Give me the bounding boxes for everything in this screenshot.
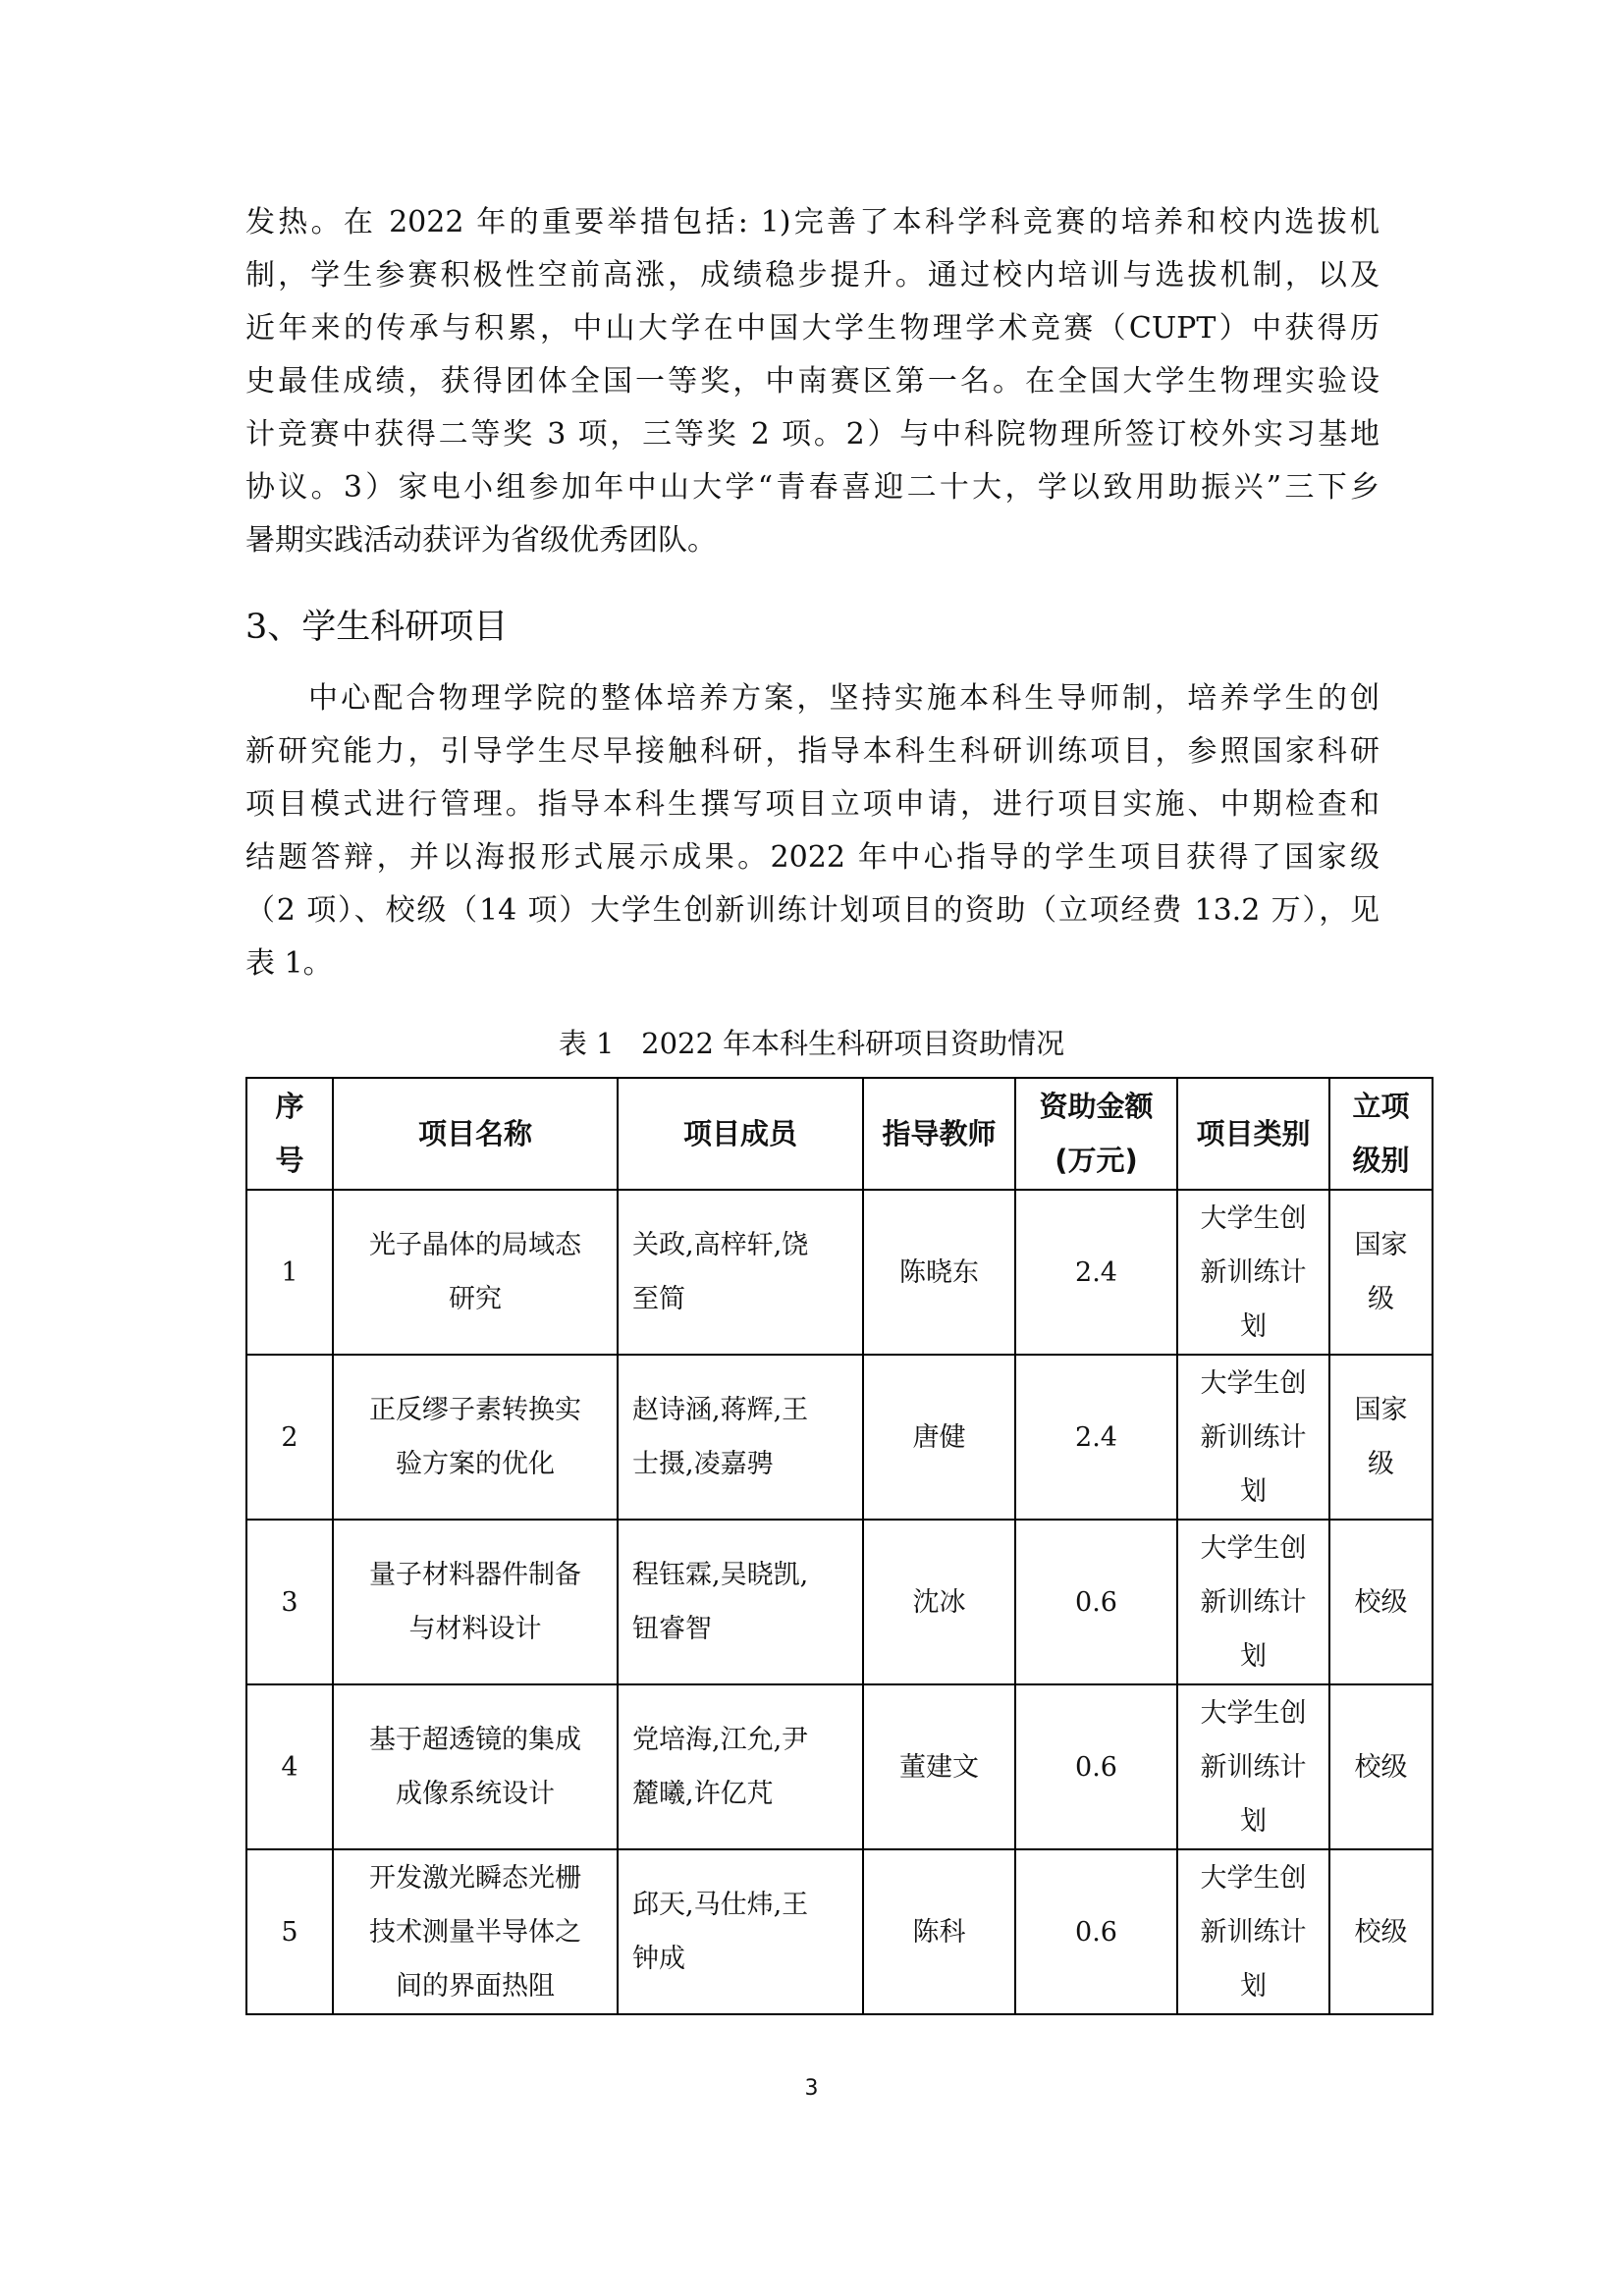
header-members [618, 1078, 863, 1190]
cell-amount: 0.6 [1015, 1849, 1177, 2014]
cell-members [618, 1355, 863, 1520]
paragraph-research-projects [245, 672, 1380, 990]
header-project-name [333, 1078, 618, 1190]
cell-project-name [333, 1684, 618, 1849]
paragraph-line: 协议。3）家电小组参加年中山大学“青春喜迎二十大，学以致用助振兴”三下乡 [245, 470, 1380, 505]
cell-amount: 0.6 [1015, 1520, 1177, 1684]
header-category [1177, 1078, 1329, 1190]
paragraph-line: （2 项）、校级（14 项）大学生创新训练计划项目的资助（立项经费 13.2 万），见 [245, 893, 1380, 928]
cell-text-line: 间的界面热阻 [396, 1970, 555, 2002]
header-text: 项目名称 [417, 1116, 532, 1150]
paragraph-line: 史最佳成绩，获得团体全国一等奖，中南赛区第一名。在全国大学生物理实验设 [245, 364, 1380, 399]
header-text: (万元) [1055, 1144, 1138, 1177]
cell-advisor: 陈科 [863, 1849, 1015, 2014]
cell-text-line: 大学生创 [1200, 1697, 1307, 1729]
cell-members [618, 1849, 863, 2014]
cell-category [1177, 1355, 1329, 1520]
cell-text-line: 正反缪子素转换实 [369, 1395, 581, 1425]
cell-text-line: 研究 [449, 1284, 502, 1314]
header-amount [1015, 1078, 1177, 1190]
cell-text-line: 成像系统设计 [396, 1779, 555, 1809]
cell-index: 3 [246, 1520, 333, 1684]
section-heading: 3、学生科研项目 [245, 608, 509, 647]
cell-text-line: 光子晶体的局域态 [369, 1230, 581, 1260]
cell-text-line: 新训练计 [1200, 1256, 1307, 1288]
cell-category [1177, 1849, 1329, 2014]
header-level [1329, 1078, 1433, 1190]
cell-category [1177, 1190, 1329, 1355]
header-text: 资助金额 [1039, 1090, 1154, 1123]
cell-text-line: 程钰霖,吴晓凯, [632, 1560, 809, 1590]
cell-level [1329, 1520, 1433, 1684]
cell-text-line: 与材料设计 [408, 1614, 542, 1644]
table-caption-title: 2022 年本科生科研项目资助情况 [641, 1027, 1065, 1060]
cell-amount: 2.4 [1015, 1190, 1177, 1355]
cell-amount: 2.4 [1015, 1355, 1177, 1520]
header-text: 序 [275, 1090, 304, 1123]
cell-category [1177, 1520, 1329, 1684]
cell-text-line: 验方案的优化 [396, 1449, 555, 1479]
cell-index: 4 [246, 1684, 333, 1849]
cell-text-line: 钟成 [632, 1944, 685, 1974]
header-text: 号 [275, 1144, 304, 1177]
cell-index: 2 [246, 1355, 333, 1520]
cell-index: 1 [246, 1190, 333, 1355]
cell-text-line: 大学生创 [1200, 1202, 1307, 1234]
table-caption-label: 表 1 [558, 1027, 615, 1060]
cell-level [1329, 1355, 1433, 1520]
cell-text-line: 国家 [1354, 1230, 1408, 1260]
cell-advisor: 陈晓东 [863, 1190, 1015, 1355]
cell-text-line: 划 [1240, 1805, 1267, 1837]
cell-level [1329, 1190, 1433, 1355]
cell-text-line: 大学生创 [1200, 1532, 1307, 1564]
cell-project-name [333, 1849, 618, 2014]
cell-text-line: 划 [1240, 1475, 1267, 1507]
cell-project-name [333, 1520, 618, 1684]
paragraph-line: 发热。在 2022 年的重要举措包括: 1)完善了本科学科竞赛的培养和校内选拔机 [245, 205, 1380, 240]
paragraph-line: 暑期实践活动获评为省级优秀团队。 [245, 523, 717, 558]
cell-members [618, 1520, 863, 1684]
cell-advisor: 董建文 [863, 1684, 1015, 1849]
cell-advisor: 唐健 [863, 1355, 1015, 1520]
table-header-row [246, 1078, 1433, 1190]
cell-project-name [333, 1355, 618, 1520]
paragraph-line: 制，学生参赛积极性空前高涨，成绩稳步提升。通过校内培训与选拔机制，以及 [245, 258, 1380, 293]
cell-text-line: 量子材料器件制备 [369, 1560, 581, 1590]
cell-text-line: 校级 [1354, 1916, 1408, 1948]
paragraph-line: 近年来的传承与积累，中山大学在中国大学生物理学术竞赛（CUPT）中获得历 [245, 311, 1380, 346]
header-text: 项目成员 [682, 1116, 797, 1150]
cell-text-line: 开发激光瞬态光栅 [369, 1862, 581, 1894]
cell-text-line: 至简 [632, 1284, 685, 1314]
header-advisor [863, 1078, 1015, 1190]
cell-text-line: 士摄,凌嘉骋 [632, 1449, 774, 1479]
paragraph-line: 中心配合物理学院的整体培养方案，坚持实施本科生导师制，培养学生的创 [308, 681, 1380, 716]
paragraph-competition-achievements [245, 196, 1380, 567]
cell-text-line: 级 [1368, 1449, 1394, 1479]
cell-level [1329, 1849, 1433, 2014]
paragraph-line: 项目模式进行管理。指导本科生撰写项目立项申请，进行项目实施、中期检查和 [245, 787, 1380, 822]
cell-index: 5 [246, 1849, 333, 2014]
paragraph-line: 新研究能力，引导学生尽早接触科研，指导本科生科研训练项目，参照国家科研 [245, 734, 1380, 769]
cell-text-line: 划 [1240, 1640, 1267, 1672]
cell-text-line: 校级 [1354, 1586, 1408, 1618]
table-row [246, 1520, 1433, 1684]
cell-text-line: 钮睿智 [632, 1614, 712, 1644]
cell-level [1329, 1684, 1433, 1849]
cell-text-line: 基于超透镜的集成 [369, 1725, 581, 1755]
cell-text-line: 邱天,马仕炜,王 [632, 1890, 809, 1920]
table-row [246, 1355, 1433, 1520]
header-text: 指导教师 [882, 1116, 997, 1150]
cell-text-line: 划 [1240, 1970, 1267, 2002]
page-number: 3 [804, 2076, 819, 2101]
cell-text-line: 大学生创 [1200, 1862, 1307, 1894]
cell-text-line: 国家 [1354, 1395, 1408, 1425]
table-row [246, 1684, 1433, 1849]
cell-text-line: 关政,高梓轩,饶 [632, 1230, 809, 1260]
cell-project-name [333, 1190, 618, 1355]
cell-text-line: 麓曦,许亿芃 [632, 1779, 774, 1809]
cell-category [1177, 1684, 1329, 1849]
header-index [246, 1078, 333, 1190]
table-row [246, 1849, 1433, 2014]
cell-text-line: 新训练计 [1200, 1916, 1307, 1948]
cell-text-line: 党培海,江允,尹 [632, 1725, 809, 1755]
table-row [246, 1190, 1433, 1355]
grant-table [245, 1077, 1434, 2015]
cell-text-line: 新训练计 [1200, 1586, 1307, 1618]
cell-text-line: 新训练计 [1200, 1751, 1307, 1783]
header-text: 项目类别 [1196, 1116, 1311, 1150]
cell-members [618, 1190, 863, 1355]
paragraph-line: 表 1。 [245, 946, 333, 981]
cell-members [618, 1684, 863, 1849]
paragraph-line: 结题答辩，并以海报形式展示成果。2022 年中心指导的学生项目获得了国家级 [245, 840, 1380, 875]
cell-text-line: 赵诗涵,蒋辉,王 [632, 1395, 809, 1425]
cell-text-line: 划 [1240, 1310, 1267, 1342]
cell-text-line: 校级 [1354, 1751, 1408, 1783]
table-caption [0, 1024, 1623, 1063]
header-text: 级别 [1352, 1144, 1410, 1177]
cell-text-line: 技术测量半导体之 [369, 1916, 581, 1948]
cell-advisor: 沈冰 [863, 1520, 1015, 1684]
cell-text-line: 级 [1368, 1284, 1394, 1314]
cell-text-line: 新训练计 [1200, 1421, 1307, 1453]
paragraph-line: 计竞赛中获得二等奖 3 项，三等奖 2 项。2）与中科院物理所签订校外实习基地 [245, 417, 1380, 452]
header-text: 立项 [1352, 1090, 1410, 1123]
cell-text-line: 大学生创 [1200, 1367, 1307, 1399]
cell-amount: 0.6 [1015, 1684, 1177, 1849]
